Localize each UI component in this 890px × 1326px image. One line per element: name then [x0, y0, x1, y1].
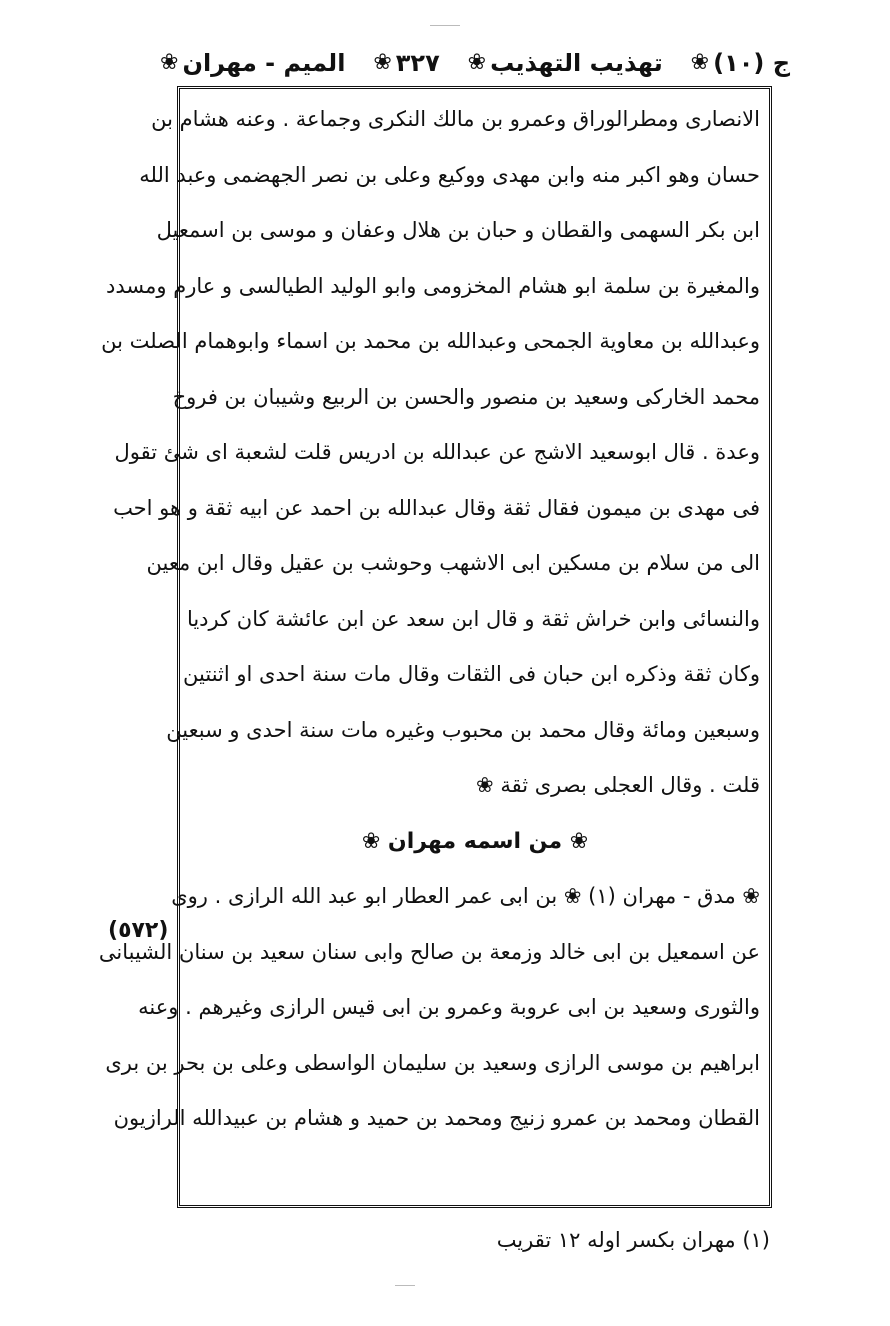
- section-heading: ❀ من اسمه مهران ❀: [361, 828, 589, 854]
- text-line: الى من سلام بن مسكين ابى الاشهب وحوشب بن عقيل وقال ابن معين: [146, 551, 760, 575]
- running-header: [160, 38, 790, 88]
- flower-ornament-icon: ❀: [690, 50, 710, 75]
- text-line: محمد الخاركى وسعيد بن منصور والحسن بن الربيع وشيبان بن فروخ: [172, 384, 760, 409]
- header-page-number: [373, 49, 439, 77]
- top-dash-mark: [430, 25, 460, 26]
- header-title-text: تهذيب التهذيب: [490, 49, 663, 77]
- entry-number: (٥٧٢): [108, 918, 169, 943]
- text-line: وعبدالله بن معاوية الجمحى وعبدالله بن محمد بن اسماء وابوهمام الصلت بن: [101, 329, 760, 353]
- flower-ornament-icon: ❀: [467, 50, 487, 75]
- entry-line: ابراهيم بن موسى الرازى وسعيد بن سليمان الواسطى وعلى بن بحر بن برى: [105, 1050, 760, 1075]
- text-line: والمغيرة بن سلمة ابو هشام المخزومى وابو الوليد الطيالسى و عارم ومسدد: [106, 273, 760, 298]
- header-volume: [691, 49, 790, 77]
- header-section: [160, 49, 345, 77]
- flower-ornament-icon: ❀: [373, 50, 392, 75]
- header-section-text: الميم - مهران: [182, 49, 346, 77]
- entry-line: ❀ مدق - مهران (١) ❀ بن ابى عمر العطار ابو عبد الله الرازى . روى: [171, 884, 760, 908]
- text-line: قلت . وقال العجلى بصرى ثقة ❀: [476, 773, 760, 797]
- entry-line: القطان ومحمد بن عمرو زنيج ومحمد بن حميد و هشام بن عبيدالله الرازيون: [113, 1106, 760, 1130]
- text-line: حسان وهو اكبر منه وابن مهدى ووكيع وعلى بن نصر الجهضمى وعبد الله: [139, 162, 760, 187]
- text-line: ابن بكر السهمى والقطان و حبان بن هلال وعفان و موسى بن اسمعيل: [156, 218, 760, 242]
- text-line: وعدة . قال ابوسعيد الاشج عن عبدالله بن ادريس قلت لشعبة اى شئ تقول: [114, 440, 760, 464]
- header-book-title: [468, 49, 663, 77]
- flower-ornament-icon: ❀: [160, 50, 179, 75]
- bottom-dash-mark: [395, 1285, 415, 1286]
- text-line: وكان ثقة وذكره ابن حبان فى الثقات وقال مات سنة احدى او اثنتين: [183, 662, 760, 686]
- footnote: (١) مهران بكسر اوله ١٢ تقريب: [496, 1228, 770, 1252]
- text-line: فى مهدى بن ميمون فقال ثقة وقال عبدالله بن احمد عن ابيه ثقة و هو احب: [113, 495, 760, 520]
- entry-line: والثورى وسعيد بن ابى عروبة وعمرو بن ابى قيس الرازى وغيرهم . وعنه: [138, 995, 760, 1019]
- text-line: والنسائى وابن خراش ثقة و قال ابن سعد عن ابن عائشة كان كرديا: [186, 606, 760, 631]
- text-line: وسبعين ومائة وقال محمد بن محبوب وغيره مات سنة احدى و سبعين: [166, 717, 760, 742]
- page-number-text: ٣٢٧: [395, 49, 440, 77]
- text-line: الانصارى ومطرالوراق وعمرو بن مالك النكرى وجماعة . وعنه هشام بن: [151, 107, 760, 131]
- header-volume-text: ج (١٠): [713, 49, 790, 77]
- entry-line: عن اسمعيل بن ابى خالد وزمعة بن صالح وابى سنان سعيد بن سنان الشيبانى: [98, 939, 760, 964]
